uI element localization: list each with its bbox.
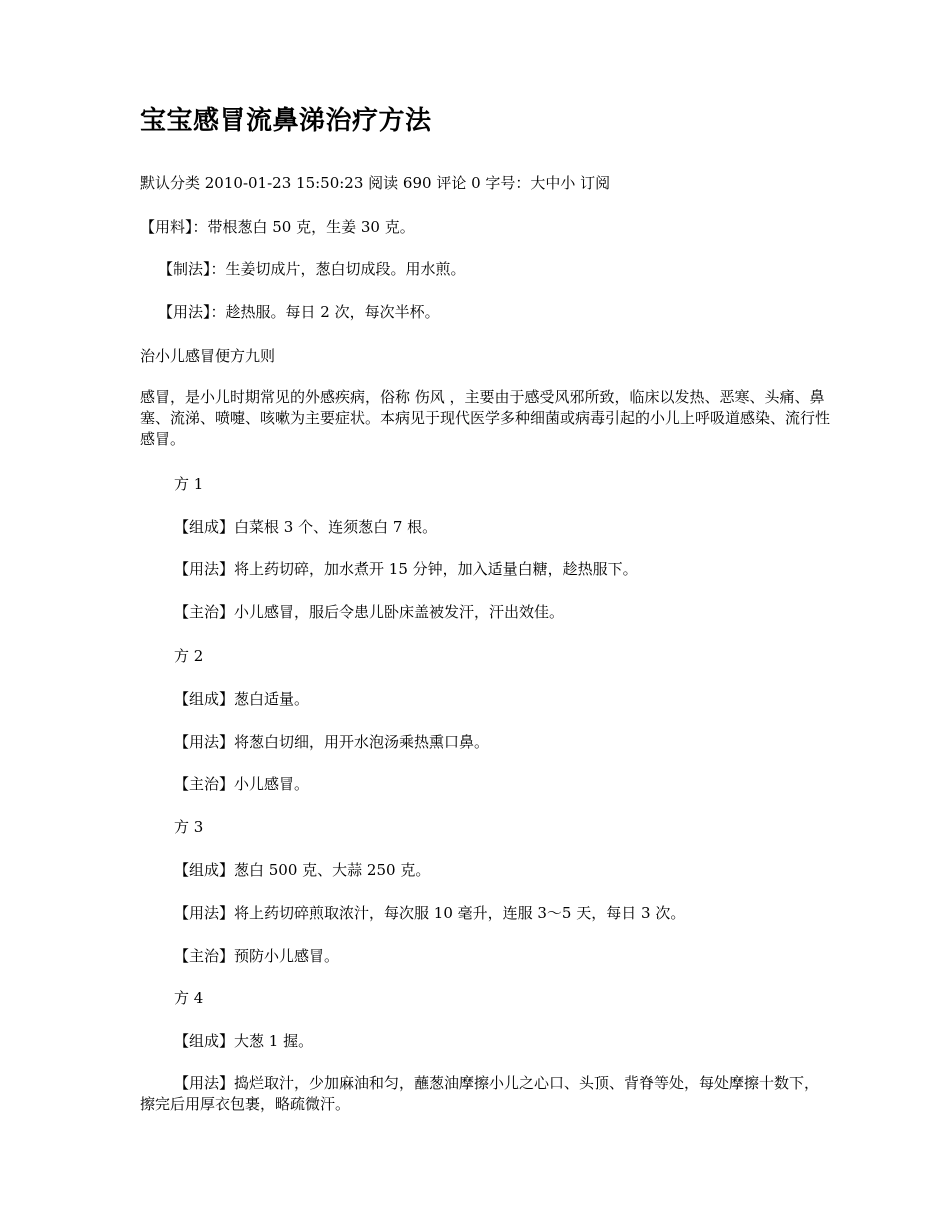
- ingredients-line: 【用料】：带根葱白 50 克，生姜 30 克。: [140, 218, 415, 236]
- recipe-1-heading: 方 1: [174, 475, 204, 493]
- recipe-2-usage: 【用法】将葱白切细，用开水泡汤乘热熏口鼻。: [174, 733, 490, 751]
- usage-line: 【用法】：趁热服。每日 2 次，每次半杯。: [158, 303, 440, 321]
- recipe-3-indication: 【主治】预防小儿感冒。: [174, 947, 340, 965]
- intro-paragraph: 感冒，是小儿时期常见的外感疾病，俗称 伤风 ，主要由于感受风邪所致，临床以发热、恶寒、头痛、鼻塞、流涕、喷嚏、咳嗽为主要症状。本病见于现代医学多种细菌或病毒引起的小儿上呼吸道感染、流行性感冒。: [140, 388, 831, 448]
- recipe-3-heading: 方 3: [174, 818, 204, 836]
- recipe-1-composition: 【组成】白菜根 3 个、连须葱白 7 根。: [174, 518, 438, 536]
- article-title: 宝宝感冒流鼻涕治疗方法: [140, 106, 432, 136]
- section-heading: 治小儿感冒便方九则: [140, 347, 276, 365]
- recipe-3-composition: 【组成】葱白 500 克、大蒜 250 克。: [174, 861, 431, 879]
- preparation-line: 【制法】：生姜切成片，葱白切成段。用水煎。: [158, 260, 466, 278]
- recipe-2-heading: 方 2: [174, 647, 204, 665]
- recipe-4-heading: 方 4: [174, 989, 204, 1007]
- recipe-3-usage: 【用法】将上药切碎煎取浓汁，每次服 10 毫升，连服 3～5 天，每日 3 次。: [174, 904, 686, 922]
- recipe-1-usage: 【用法】将上药切碎，加水煮开 15 分钟，加入适量白糖，趁热服下。: [174, 560, 638, 578]
- article-meta: 默认分类 2010-01-23 15:50:23 阅读 690 评论 0 字号：大中小 订阅: [140, 174, 611, 192]
- recipe-2-indication: 【主治】小儿感冒。: [174, 775, 310, 793]
- recipe-4-composition: 【组成】大葱 1 握。: [174, 1032, 314, 1050]
- recipe-1-indication: 【主治】小儿感冒，服后令患儿卧床盖被发汗，汗出效佳。: [174, 603, 565, 621]
- recipe-2-composition: 【组成】葱白适量。: [174, 690, 310, 708]
- recipe-4-usage: 【用法】捣烂取汁，少加麻油和匀，蘸葱油摩擦小儿之心口、头顶、背脊等处，每处摩擦十数下，擦完后用厚衣包裹，略疏微汗。: [140, 1074, 820, 1113]
